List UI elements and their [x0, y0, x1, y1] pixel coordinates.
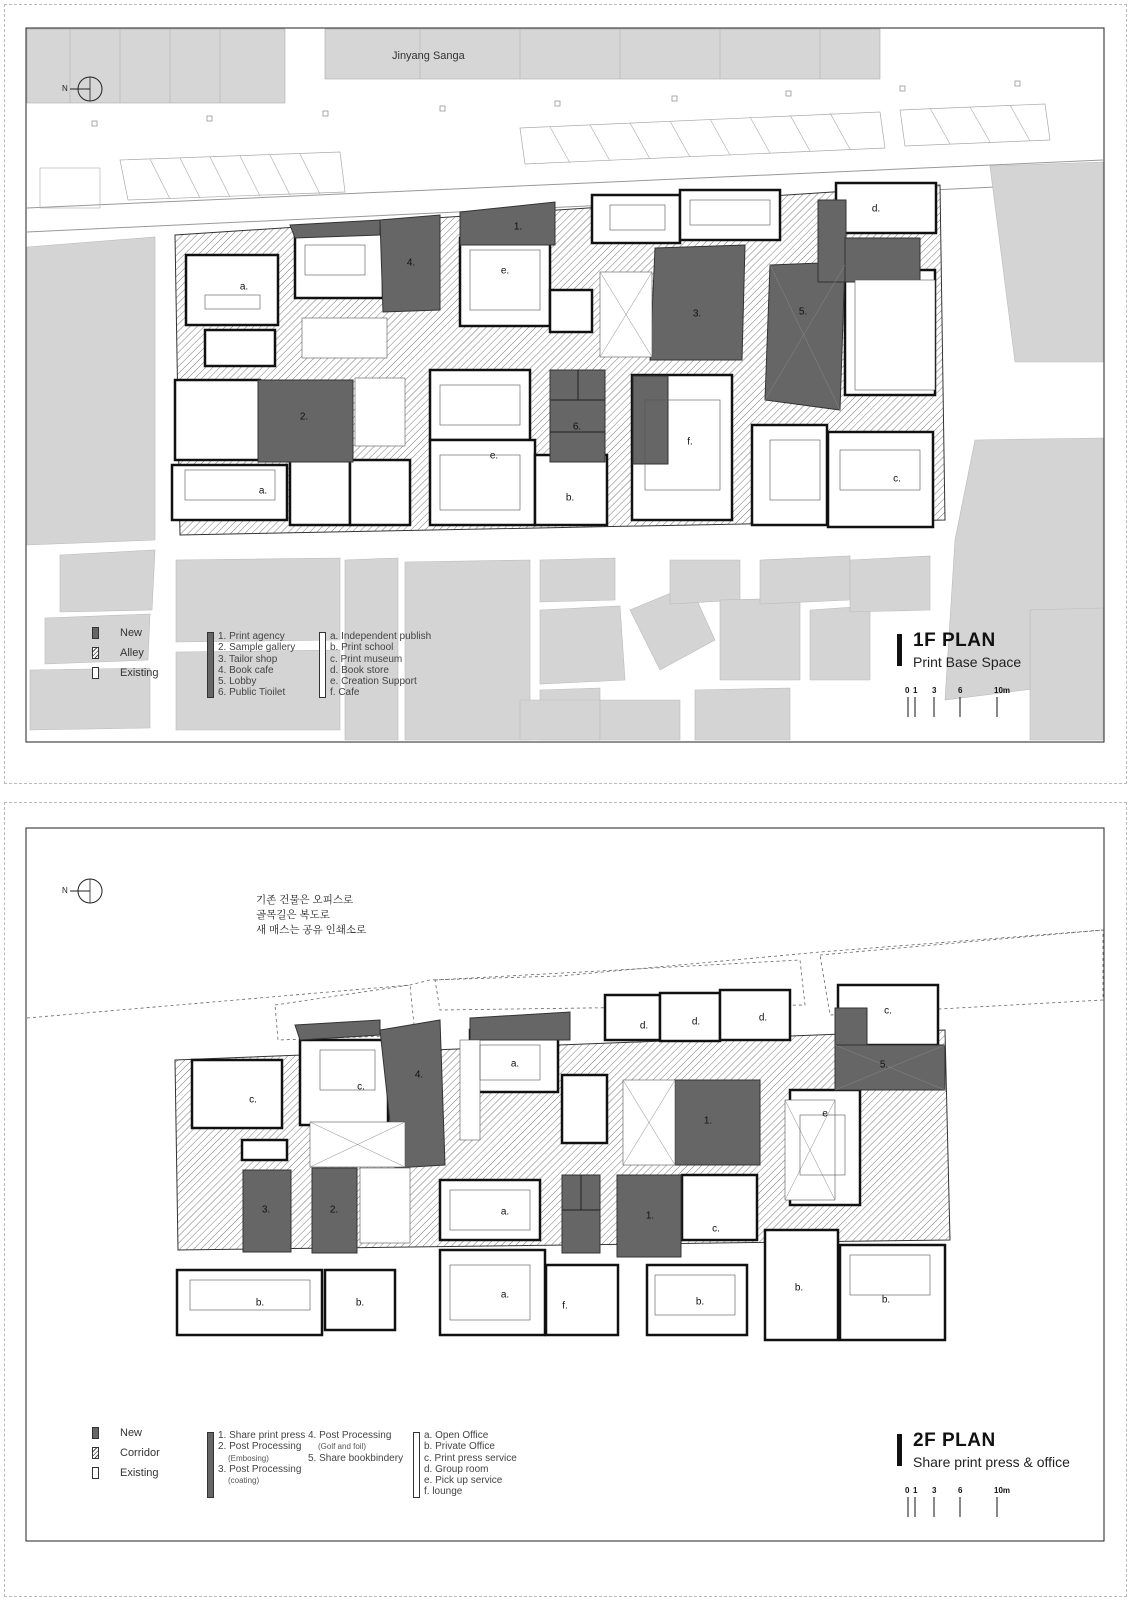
room-label: c.: [884, 1005, 892, 1017]
existing-swatch-icon: [92, 1467, 99, 1479]
plan-title: 1F PLAN: [913, 630, 996, 651]
scale-tick-label: 1: [913, 686, 918, 695]
room-label: d.: [691, 1016, 701, 1028]
list-item-note: (Embosing): [228, 1453, 269, 1463]
room-label: b.: [695, 1296, 705, 1308]
list-item: 5. Share bookbindery: [308, 1452, 404, 1464]
room-label: 2.: [299, 411, 309, 423]
scale-tick-label: 1: [913, 1486, 918, 1495]
legend-item-existing: Existing: [92, 1463, 160, 1483]
room-label: a.: [500, 1289, 510, 1301]
legend-item-new: New: [92, 1423, 160, 1443]
plan-subtitle: Print Base Space: [913, 654, 1022, 670]
scale-ticks-icon: [900, 1497, 1020, 1517]
list-item: 2. Sample gallery: [218, 642, 296, 654]
room-label: 2.: [329, 1204, 339, 1216]
list-item: 2. Post Processing: [218, 1441, 302, 1453]
list-item: 1. Print agency: [218, 631, 285, 642]
room-label: b.: [355, 1297, 365, 1309]
note-line: 기존 건물은 오피스로: [256, 894, 354, 906]
room-label: e: [822, 1108, 828, 1120]
scale-tick-label: 0: [905, 1486, 910, 1495]
hatch-swatch-icon: [92, 1447, 99, 1459]
note-line: 골목길은 복도로: [256, 909, 330, 921]
room-label: 1.: [513, 221, 523, 233]
legend-item-alley: Alley: [92, 643, 159, 663]
list-item: 3. Post Processing: [218, 1463, 302, 1475]
list-item: e. Creation Support: [330, 676, 417, 688]
north-label: N: [62, 84, 68, 93]
list-item-note: (Golf and foil): [318, 1442, 367, 1452]
scale-tick-label: 10m: [994, 686, 1011, 695]
room-label: f.: [562, 1300, 568, 1312]
lettered-list-2f: [424, 1430, 517, 1498]
room-label: c.: [893, 473, 901, 485]
legend-item-new: New: [92, 623, 159, 643]
list-item: f. Cafe: [330, 687, 360, 699]
list-item: 6. Public Tioilet: [218, 687, 286, 699]
scale-tick-label: 3: [932, 686, 937, 695]
legend-item-existing: Existing: [92, 663, 159, 683]
room-label: d.: [758, 1012, 768, 1024]
room-label: b.: [794, 1282, 804, 1294]
plan-title: 2F PLAN: [913, 1430, 996, 1451]
list-item: a. Open Office: [424, 1430, 489, 1441]
list-item: 1. Share print press: [218, 1430, 306, 1441]
north-label: N: [62, 886, 68, 895]
numbered-list-bar: [207, 1432, 214, 1498]
plan-subtitle: Share print press & office: [913, 1454, 1070, 1470]
room-label: a.: [500, 1206, 510, 1218]
room-label: b.: [565, 492, 575, 504]
room-label: a.: [510, 1058, 520, 1070]
room-label: 5.: [879, 1059, 889, 1071]
room-label: e.: [500, 265, 510, 277]
room-label: f.: [687, 436, 693, 448]
list-item: b. Print school: [330, 642, 394, 654]
list-item: 3. Tailor shop: [218, 653, 278, 665]
numbered-list-2f-b: [308, 1430, 403, 1464]
list-item: d. Group room: [424, 1463, 489, 1475]
room-label: a.: [239, 281, 249, 293]
list-item: c. Print press service: [424, 1452, 517, 1464]
scale-tick-label: 6: [958, 1486, 963, 1495]
room-label: a.: [258, 485, 268, 497]
room-label: 3.: [261, 1204, 271, 1216]
room-label: 3.: [692, 308, 702, 320]
room-label: c.: [712, 1223, 720, 1235]
room-label: 4.: [414, 1069, 424, 1081]
room-label: c.: [357, 1081, 365, 1093]
list-item: 5. Lobby: [218, 676, 257, 688]
room-label: 5.: [798, 306, 808, 318]
list-item: c. Print museum: [330, 653, 403, 665]
room-label: d.: [639, 1020, 649, 1032]
room-label: 6.: [572, 421, 582, 433]
list-item: a. Independent publish: [330, 631, 432, 642]
room-label: 1.: [703, 1115, 713, 1127]
room-label: 4.: [406, 257, 416, 269]
list-item: e. Pick up service: [424, 1475, 503, 1487]
scale-tick-label: 10m: [994, 1486, 1011, 1495]
legend-2f: [92, 1423, 160, 1483]
list-item: d. Book store: [330, 664, 389, 676]
concept-note: [256, 893, 366, 938]
room-label: c.: [249, 1094, 257, 1106]
room-label: e.: [489, 450, 499, 462]
scale-tick-label: 3: [932, 1486, 937, 1495]
north-arrow-icon: [70, 878, 104, 908]
list-item: 4. Book cafe: [218, 664, 274, 676]
room-label: b.: [881, 1294, 891, 1306]
lettered-list-bar: [413, 1432, 420, 1498]
numbered-list-2f: [218, 1430, 305, 1486]
list-item: 4. Post Processing: [308, 1430, 392, 1441]
title-bar: [897, 1434, 902, 1466]
title-block-2f: [897, 1430, 1117, 1480]
legend-item-corridor: Corridor: [92, 1443, 160, 1463]
list-item: b. Private Office: [424, 1441, 495, 1453]
room-label: b.: [255, 1297, 265, 1309]
list-item: f. lounge: [424, 1486, 463, 1498]
room-label: d.: [871, 203, 881, 215]
street-label: Jinyang Sanga: [392, 50, 465, 62]
room-label: 1.: [645, 1210, 655, 1222]
scale-tick-label: 6: [958, 686, 963, 695]
list-item-note: (coating): [228, 1476, 260, 1486]
scale-tick-label: 0: [905, 686, 910, 695]
new-swatch-icon: [92, 1427, 99, 1439]
note-line: 새 매스는 공유 인쇄소로: [256, 924, 367, 936]
